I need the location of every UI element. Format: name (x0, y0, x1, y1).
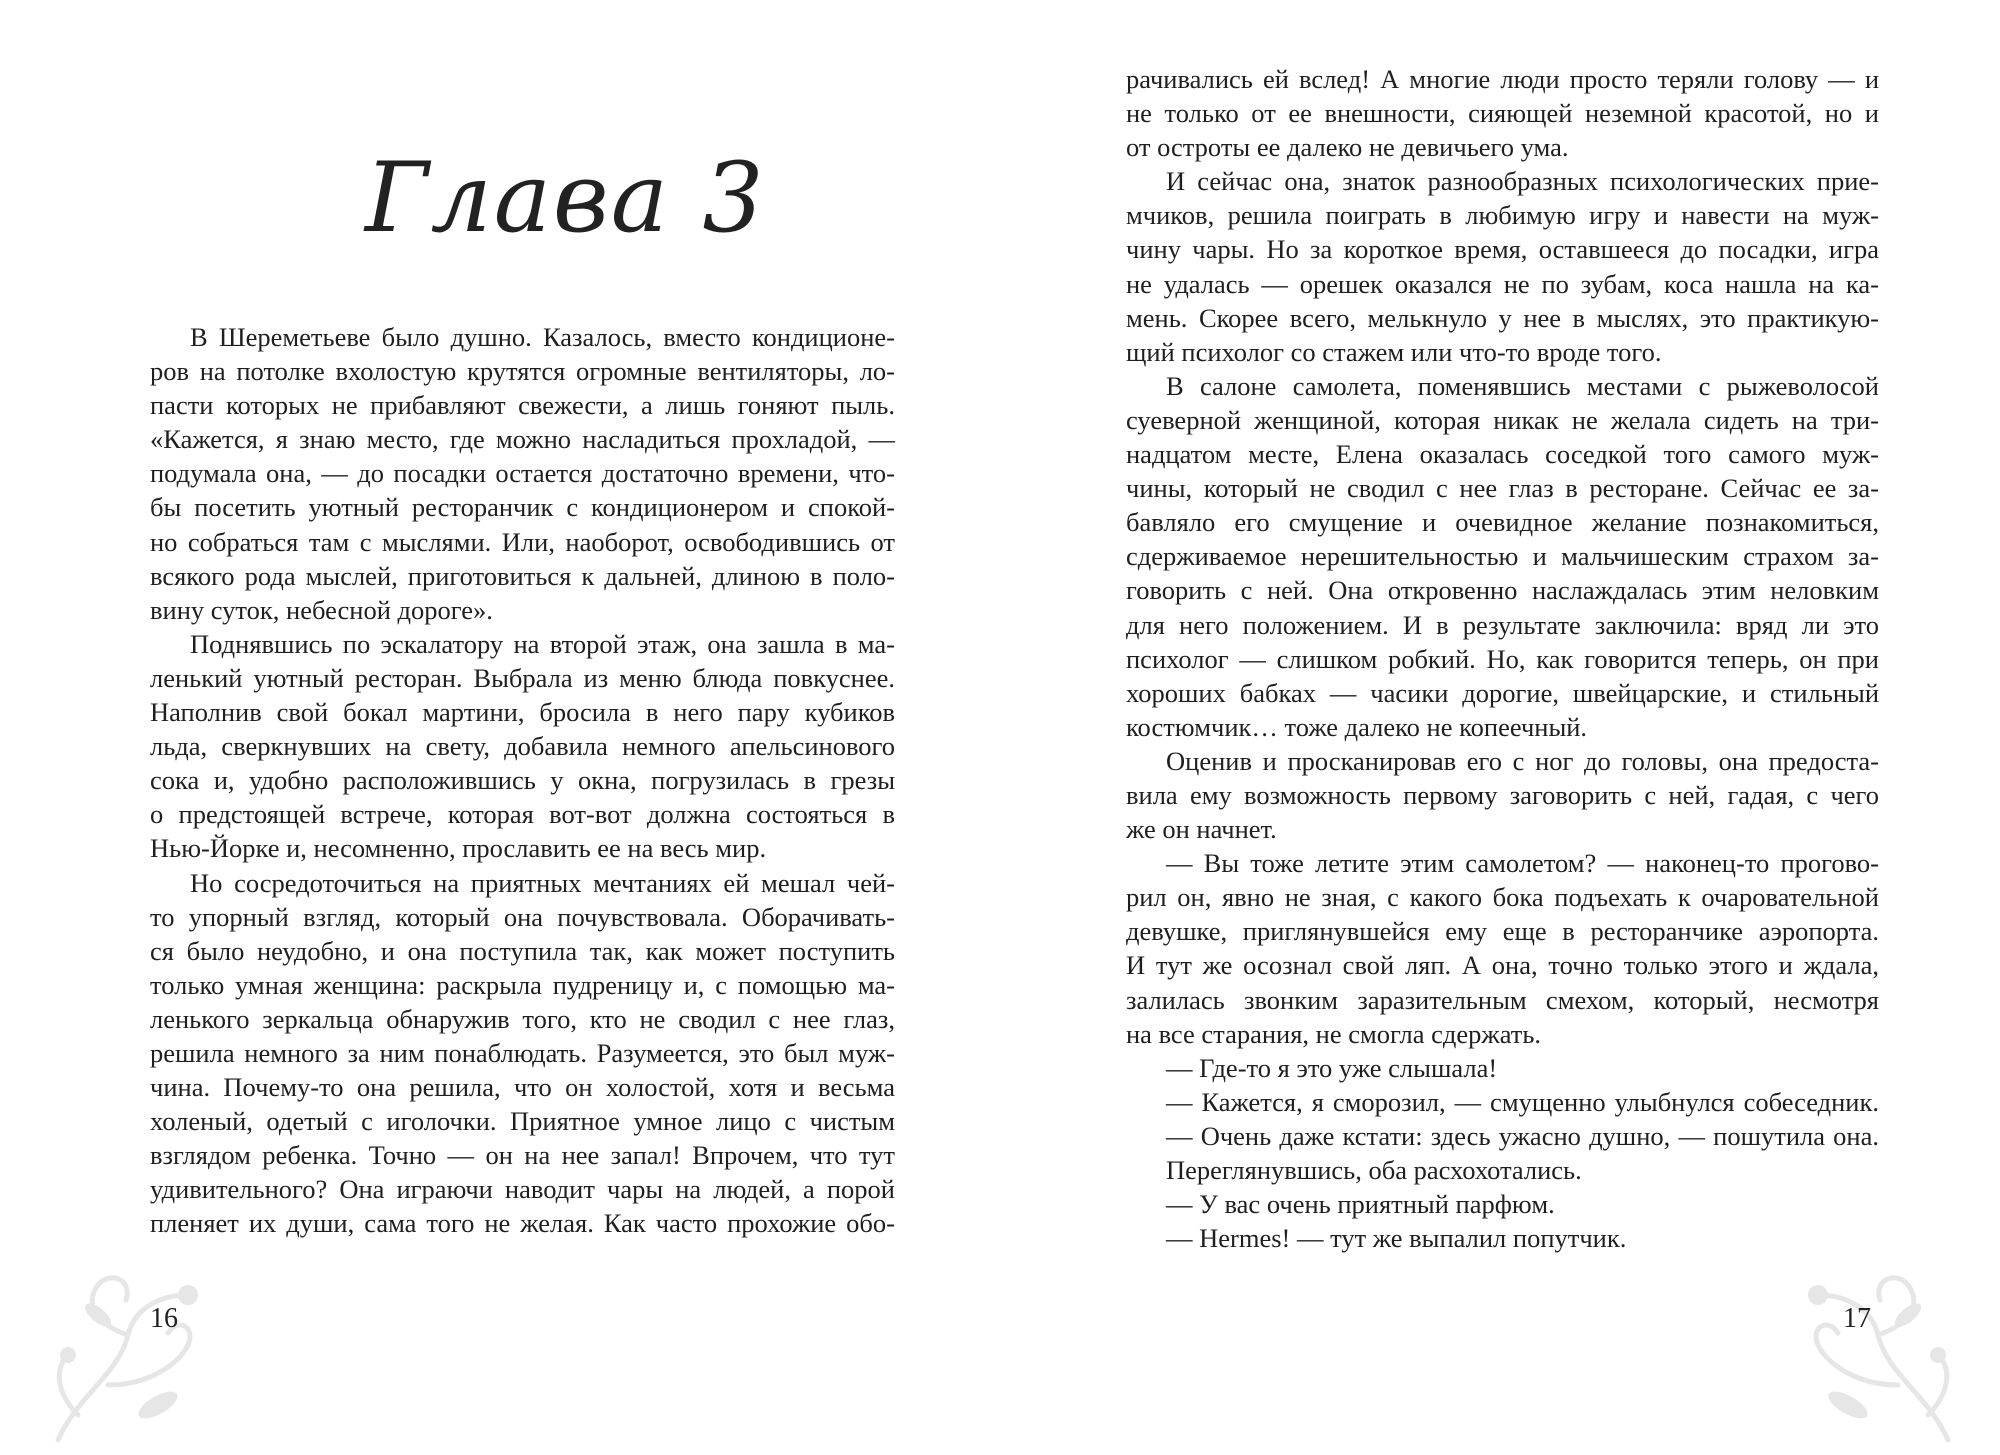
floral-ornament-right (1788, 1255, 1968, 1445)
text-line: Поднявшись по эскалатору на второй этаж, она зашла в ма- (190, 628, 895, 659)
text-line: Оценив и просканировав его с ног до головы, она предоста- (1166, 745, 1879, 776)
text-line: И тут же осознал свой ляп. А она, точно только этого и ждала, (1126, 950, 1879, 981)
text-line: холеный, одетый с иголочки. Приятное умное лицо с чистым (150, 1106, 895, 1137)
right-page (1000, 0, 2000, 1455)
text-line: надцатом месте, Елена оказалась соседкой того самого муж- (1126, 439, 1879, 470)
text-line: ленького зеркальца обнаружив того, кто не сводил с нее глаз, (150, 1003, 895, 1034)
text-line: ров на потолке вхолостую крутятся огромные вентиляторы, ло- (150, 356, 895, 387)
text-line: сока и, удобно расположившись у окна, погрузилась в грезы (150, 765, 895, 796)
ornament-leaf (134, 1386, 181, 1424)
text-line: В салоне самолета, поменявшись местами с рыжеволосой (1166, 370, 1879, 401)
floral-ornament-left (38, 1255, 218, 1445)
text-line: же он начнет. (1126, 814, 1277, 845)
ornament-leaf (1824, 1386, 1871, 1424)
text-line: девушке, приглянувшейся ему еще в ресторанчике аэропорта. (1126, 916, 1879, 947)
text-line: — Очень даже кстати: здесь ужасно душно, — пошутила она. (1166, 1120, 1879, 1151)
text-line: «Кажется, я знаю место, где можно насладиться прохладой, — (150, 424, 895, 455)
text-line: для него положением. И в результате заключила: вряд ли это (1126, 609, 1879, 640)
text-line: сдерживаемое нерешительностью и мальчишеским страхом за- (1126, 541, 1879, 572)
text-line: вину суток, небесной дороге». (150, 594, 493, 625)
text-line: чина. Почему-то она решила, что он холостой, хотя и весьма (150, 1072, 895, 1103)
text-line: ся было неудобно, и она поступила так, как может поступить (150, 935, 895, 966)
text-line: решила немного за ним понаблюдать. Разумеется, это был муж- (150, 1037, 895, 1068)
text-line: В Шереметьеве было душно. Казалось, вместо кондиционе- (190, 322, 895, 352)
text-line: психолог — слишком робкий. Но, как говорится теперь, он при (1126, 643, 1879, 674)
text-line: костюмчик… тоже далеко не копеечный. (1126, 711, 1588, 742)
text-line: только умная женщина: раскрыла пудреницу и, с помощью ма- (150, 969, 895, 1000)
text-line: Но сосредоточиться на приятных мечтаниях ей мешал чей- (190, 867, 895, 898)
right-page-text (1126, 62, 1879, 1255)
text-line: от остроты ее далеко не девичьего ума. (1126, 132, 1569, 163)
text-line: на все старания, не смогла сдержать. (1126, 1018, 1542, 1049)
text-line: пленяет их души, сама того не желая. Как часто прохожие обо- (150, 1208, 895, 1239)
ornament-bud (1808, 1285, 1828, 1305)
text-line: подумала она, — до посадки остается достаточно времени, что- (150, 458, 895, 489)
ornament-bud (178, 1285, 198, 1305)
page-number: 17 (1843, 1303, 1871, 1334)
ornament-curl (1928, 1355, 1947, 1415)
text-line: — Вы тоже летите этим самолетом? — наконец-то прогово- (1166, 848, 1879, 879)
text-line: рачивались ей вслед! А многие люди просто теряли голову — и (1126, 64, 1879, 94)
text-line: ленький уютный ресторан. Выбрала из меню блюда повкуснее. (150, 662, 895, 693)
ornament-bud (1930, 1347, 1946, 1363)
text-line: Наполнив свой бокал мартини, бросила в него пару кубиков (150, 697, 895, 728)
text-line: удивительного? Она играючи наводит чары на людей, а порой (150, 1174, 895, 1205)
ornament-curl (59, 1355, 78, 1415)
text-line: хороших бабках — часики дорогие, швейцарские, и стильный (1126, 677, 1879, 708)
text-line: мчиков, решила поиграть в любимую игру и навести на муж- (1126, 200, 1879, 231)
text-line: говорить с ней. Она откровенно наслаждалась этим неловким (1126, 575, 1879, 606)
text-line: — У вас очень приятный парфюм. (1166, 1189, 1555, 1220)
text-line: но собраться там с мыслями. Или, наоборот, освободившись от (150, 526, 895, 557)
text-line: мень. Скорее всего, мелькнуло у нее в мыслях, это практикую- (1126, 302, 1879, 333)
text-line: чину чары. Но за короткое время, оставшееся до посадки, игра (1126, 234, 1879, 265)
text-line: — Кажется, я сморозил, — смущенно улыбнулся собеседник. (1166, 1086, 1879, 1117)
ornament-bud (60, 1347, 76, 1363)
text-line: всякого рода мыслей, приготовиться к дальней, длиною в поло- (150, 560, 895, 591)
text-line: — Где-то я это уже слышала! (1166, 1052, 1498, 1083)
chapter-title: Глава 3 (365, 142, 766, 254)
text-line: льда, сверкнувших на свету, добавила немного апельсинового (150, 731, 895, 762)
text-line: залилась звонким заразительным смехом, который, несмотря (1126, 984, 1879, 1015)
text-line: пасти которых не прибавляют свежести, а лишь гоняют пыль. (150, 390, 895, 421)
text-line: И сейчас она, знаток разнообразных психологических прие- (1166, 166, 1879, 197)
text-line: бавляло его смущение и очевидное желание познакомиться, (1126, 507, 1879, 538)
text-line: о предстоящей встрече, которая вот-вот должна состояться в (150, 799, 895, 830)
text-line: — Hermes! — тут же выпалил попутчик. (1166, 1223, 1627, 1254)
text-line: не только от ее внешности, сияющей неземной красотой, но и (1126, 98, 1879, 129)
text-line: вила ему возможность первому заговорить с ней, гадая, с чего (1126, 779, 1879, 810)
text-line: Нью-Йорке и, несомненно, прославить ее на весь мир. (150, 833, 767, 864)
text-line: не удалась — орешек оказался не по зубам, коса нашла на ка- (1126, 268, 1879, 299)
text-line: бы посетить уютный ресторанчик с кондиционером и спокой- (150, 492, 895, 523)
text-line: Переглянувшись, оба расхохотались. (1166, 1155, 1582, 1185)
text-line: суеверной женщиной, которая никак не желала сидеть на три- (1126, 404, 1879, 435)
text-line: чины, который не сводил с нее глаз в ресторане. Сейчас ее за- (1126, 473, 1879, 504)
text-line: взглядом ребенка. Точно — он на нее запал! Впрочем, что тут (150, 1140, 895, 1171)
text-line: щий психолог со стажем или что-то вроде того. (1126, 336, 1662, 367)
page-number: 16 (150, 1303, 178, 1334)
left-page-text (150, 320, 895, 1241)
text-line: рил он, явно не зная, с какого бока подъехать к очаровательной (1126, 882, 1879, 913)
text-line: то упорный взгляд, который она почувствовала. Оборачивать- (150, 901, 895, 932)
